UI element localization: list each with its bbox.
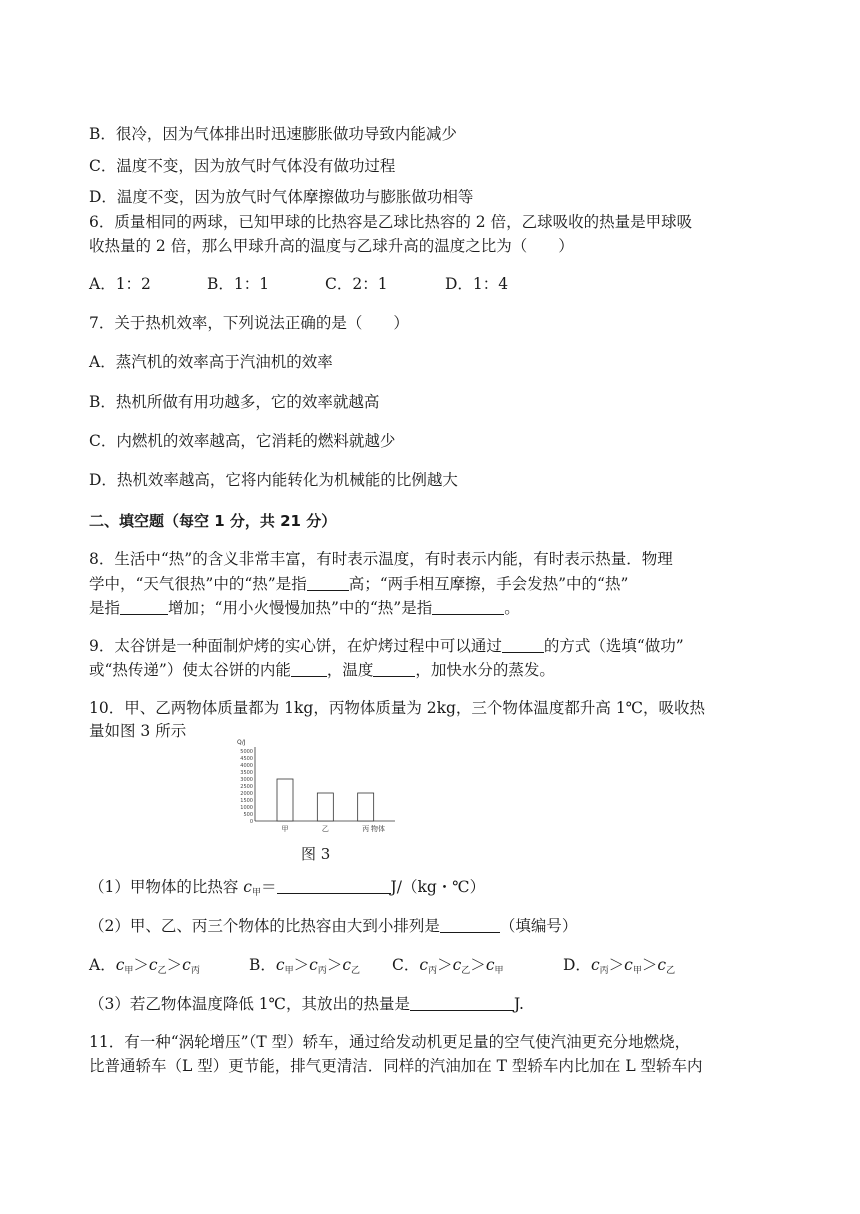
option-letter: D． — [563, 956, 591, 974]
q7-stem: 7．关于热机效率，下列说法正确的是（ ） — [89, 314, 409, 332]
var-c: c — [243, 878, 252, 896]
gt-sign: ＞ — [166, 956, 183, 974]
q10-part1-prefix: （1）甲物体的比热容 — [89, 878, 244, 896]
q10-part1-unit: J/（kg・℃） — [390, 878, 486, 896]
q10-part2-text-a: （2）甲、乙、丙三个物体的比热容由大到小排列是 — [89, 917, 440, 935]
q8-line3 — [89, 598, 520, 618]
q8-blank-1[interactable] — [307, 575, 349, 591]
var-c: c — [624, 956, 633, 974]
q9-line1-text-b: 的方式（选填“做功” — [543, 637, 684, 655]
var-c: c — [657, 956, 667, 974]
sub: 丙 — [428, 966, 438, 976]
q10-line1: 10．甲、乙两物体质量都为 1kg，丙物体质量为 2kg，三个物体温度都升高 1℃，吸收热 — [89, 699, 706, 717]
q8-line2 — [89, 574, 628, 594]
y-tick-label: 1000 — [240, 805, 253, 811]
q10-part3 — [89, 994, 524, 1014]
var-c: c — [452, 956, 462, 974]
q8-line2-text-b: 高；“两手相互摩擦，手会发热”中的“热” — [348, 575, 629, 593]
bar — [277, 779, 293, 821]
sub: 丙 — [190, 966, 200, 976]
var-c: c — [182, 956, 191, 974]
q6-option-d: D．1：4 — [445, 275, 509, 293]
q10-option-a — [89, 955, 249, 981]
x-tick-label: 甲 — [281, 825, 289, 833]
var-c: c — [342, 956, 352, 974]
chart-layer — [237, 739, 395, 833]
x-axis-label: 物体 — [371, 825, 385, 833]
gt-sign: ＞ — [293, 956, 310, 974]
q9-line1 — [89, 636, 684, 656]
sub: 乙 — [351, 966, 361, 976]
sub: 乙 — [461, 966, 471, 976]
q8-blank-3[interactable] — [432, 599, 504, 615]
y-tick-label: 0 — [249, 819, 253, 825]
q10-options — [89, 955, 675, 981]
q8-line3-text-b: 增加；“用小火慢慢加热”中的“热”是指 — [168, 599, 433, 617]
q9-blank-3[interactable] — [373, 661, 415, 677]
q6-option-a: A．1：2 — [89, 275, 151, 293]
q5-option-d: D．温度不变，因为放气时气体摩擦做功与膨胀做功相等 — [89, 188, 474, 206]
q5-option-b: B．很冷，因为气体排出时迅速膨胀做功导致内能减少 — [89, 125, 457, 143]
q10-blank-3[interactable] — [410, 995, 514, 1011]
q10-part2-text-b: （填编号） — [499, 917, 578, 935]
var-c: c — [148, 956, 158, 974]
sub-jia: 甲 — [251, 888, 261, 898]
q7-option-d: D．热机效率越高，它将内能转化为机械能的比例越大 — [89, 471, 458, 489]
option-letter: A． — [89, 956, 116, 974]
sub: 丙 — [599, 966, 609, 976]
q10-blank-2[interactable] — [440, 917, 500, 933]
y-tick-label: 5000 — [240, 749, 253, 755]
y-axis-label: Q/J — [237, 739, 246, 746]
option-letter: B． — [249, 956, 276, 974]
bar — [358, 793, 374, 821]
gt-sign: ＞ — [326, 956, 343, 974]
q9-line2-text-a: 或“热传递”）使太谷饼的内能 — [89, 661, 291, 679]
y-tick-label: 1500 — [240, 798, 253, 804]
q8-line3-text-a: 是指 — [89, 599, 121, 617]
q10-option-d — [563, 955, 675, 981]
y-tick-label: 500 — [243, 812, 253, 818]
y-tick-label: 2000 — [240, 791, 253, 797]
q10-part2 — [89, 916, 577, 936]
q6-option-b: B．1：1 — [207, 275, 270, 293]
q8-blank-2[interactable] — [120, 599, 168, 615]
q10-part1 — [89, 877, 485, 903]
bar — [317, 793, 333, 821]
figure-caption: 图 3 — [301, 845, 331, 863]
q9-line2-text-c: ，加快水分的蒸发。 — [415, 661, 555, 679]
q10-option-c — [392, 955, 563, 981]
sub: 甲 — [284, 966, 294, 976]
y-tick-label: 2500 — [240, 784, 253, 790]
gt-sign: ＞ — [608, 956, 625, 974]
q6-option-c: C．2：1 — [325, 275, 388, 293]
sub: 甲 — [632, 966, 642, 976]
var-c: c — [275, 956, 285, 974]
q8-line3-text-c: 。 — [504, 599, 520, 617]
q7-option-a: A．蒸汽机的效率高于汽油机的效率 — [89, 353, 333, 371]
sub: 丙 — [317, 966, 327, 976]
gt-sign: ＞ — [437, 956, 453, 974]
q10-blank-1[interactable] — [277, 878, 391, 894]
q6-stem-line2: 收热量的 2 倍，那么甲球升高的温度与乙球升高的温度之比为（ ） — [89, 237, 574, 255]
var-c: c — [309, 956, 318, 974]
var-c: c — [419, 956, 429, 974]
q10-part3-text-a: （3）若乙物体温度降低 1℃，其放出的热量是 — [89, 995, 410, 1013]
y-tick-label: 4000 — [240, 763, 253, 769]
q10-option-b — [249, 955, 392, 981]
q8-line1: 8．生活中“热”的含义非常丰富，有时表示温度，有时表示内能，有时表示热量．物理 — [89, 550, 673, 568]
y-tick-label: 4500 — [240, 756, 253, 762]
var-c: c — [485, 956, 495, 974]
q11-line1: 11．有一种“涡轮增压”（T 型）轿车，通过给发动机更足量的空气使汽油更充分地燃烧， — [89, 1033, 691, 1051]
q6-stem-line1: 6．质量相同的两球，已知甲球的比热容是乙球比热容的 2 倍，乙球吸收的热量是甲球吸 — [89, 213, 693, 231]
x-tick-label: 丙 — [362, 825, 370, 833]
q10-line2: 量如图 3 所示 — [89, 722, 187, 740]
q7-option-c: C．内燃机的效率越高，它消耗的燃料就越少 — [89, 432, 396, 450]
q11-line2: 比普通轿车（L 型）更节能，排气更清洁．同样的汽油加在 T 型轿车内比加在 L 型轿车内 — [89, 1057, 703, 1075]
q8-line2-text-a: 学中，“天气很热”中的“热”是指 — [89, 575, 307, 593]
q9-blank-1[interactable] — [502, 637, 544, 653]
option-letter: C． — [392, 956, 420, 974]
q9-line2-text-b: ，温度 — [326, 661, 374, 679]
q9-line2 — [89, 660, 555, 680]
sub: 乙 — [666, 966, 676, 976]
y-tick-label: 3000 — [240, 777, 253, 783]
bar-chart — [236, 736, 406, 838]
q6-options — [89, 274, 508, 294]
var-c: c — [590, 956, 600, 974]
sub: 乙 — [157, 966, 167, 976]
q9-line1-text-a: 9．太谷饼是一种面制炉烤的实心饼，在炉烤过程中可以通过 — [89, 637, 502, 655]
gt-sign: ＞ — [133, 956, 149, 974]
equals-sign: ＝ — [261, 878, 277, 896]
gt-sign: ＞ — [470, 956, 486, 974]
sub: 甲 — [494, 966, 504, 976]
y-tick-label: 3500 — [240, 770, 253, 776]
section-heading: 二、填空题（每空 1 分，共 21 分） — [89, 512, 337, 530]
q10-part3-text-b: J. — [514, 995, 524, 1013]
var-c: c — [115, 956, 125, 974]
q9-blank-2[interactable] — [291, 661, 327, 677]
q7-option-b: B．热机所做有用功越多，它的效率就越高 — [89, 393, 380, 411]
q5-option-c: C．温度不变，因为放气时气体没有做功过程 — [89, 157, 396, 175]
x-tick-label: 乙 — [321, 825, 329, 833]
gt-sign: ＞ — [641, 956, 658, 974]
sub: 甲 — [124, 966, 134, 976]
